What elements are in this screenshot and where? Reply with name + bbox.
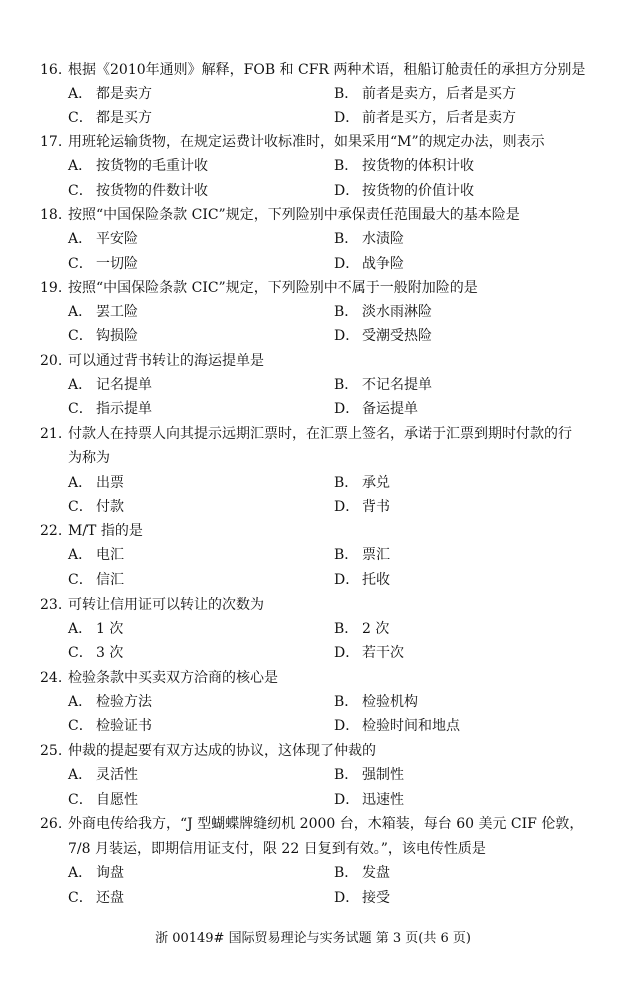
option-a [68, 304, 138, 320]
option-letter: D． [334, 401, 360, 417]
option-text: 受潮受热险 [362, 328, 432, 344]
option-b [334, 547, 390, 563]
option-text: 接受 [362, 890, 390, 906]
question-stem [40, 280, 615, 296]
question-text: 付款人在持票人向其提示远期汇票时，在汇票上签名，承诺于汇票到期时付款的行 [68, 426, 572, 442]
option-text: 电汇 [96, 547, 124, 563]
option-text: 出票 [96, 475, 124, 491]
question-number: 26. [40, 816, 63, 832]
option-d [334, 401, 418, 417]
option-text: 检验时间和地点 [362, 718, 460, 734]
question-stem [40, 816, 615, 832]
option-letter: C． [68, 645, 93, 661]
option-b [334, 475, 390, 491]
option-text: 1 次 [96, 621, 124, 637]
option-letter: A． [68, 158, 93, 174]
option-b [334, 767, 404, 783]
option-c [68, 256, 138, 272]
option-text: 承兑 [362, 475, 390, 491]
option-c [68, 328, 138, 344]
option-a [68, 767, 138, 783]
option-letter: A． [68, 86, 93, 102]
question-stem [40, 134, 615, 150]
option-text: 前者是买方，后者是卖方 [362, 110, 516, 126]
option-a [68, 475, 124, 491]
option-letter: A． [68, 231, 93, 247]
option-text: 水渍险 [362, 231, 404, 247]
option-a [68, 694, 152, 710]
question-number: 23. [40, 597, 63, 613]
option-text: 不记名提单 [362, 377, 432, 393]
option-d [334, 499, 390, 515]
option-text: 淡水雨淋险 [362, 304, 432, 320]
option-a [68, 86, 152, 102]
option-text: 付款 [96, 499, 124, 515]
option-text: 3 次 [96, 645, 124, 661]
option-letter: A． [68, 304, 93, 320]
option-c [68, 645, 123, 661]
option-letter: C． [68, 183, 93, 199]
option-d [334, 572, 390, 588]
option-letter: C． [68, 792, 93, 808]
option-a [68, 231, 138, 247]
option-b [334, 865, 390, 881]
option-text: 一切险 [96, 256, 138, 272]
option-letter: C． [68, 328, 93, 344]
option-d [334, 718, 460, 734]
option-letter: A． [68, 694, 93, 710]
option-b [334, 377, 432, 393]
option-text: 检验方法 [96, 694, 152, 710]
option-letter: D． [334, 645, 360, 661]
question-stem [40, 523, 615, 539]
question-number: 24. [40, 670, 63, 686]
option-letter: C． [68, 572, 93, 588]
option-text: 检验证书 [96, 718, 152, 734]
option-text: 背书 [362, 499, 390, 515]
question-stem [40, 353, 615, 369]
option-letter: B． [334, 694, 359, 710]
option-letter: B． [334, 865, 359, 881]
option-letter: B． [334, 158, 359, 174]
option-text: 灵活性 [96, 767, 138, 783]
option-text: 发盘 [362, 865, 390, 881]
option-text: 按货物的毛重计收 [96, 158, 208, 174]
option-c [68, 110, 152, 126]
option-letter: D． [334, 572, 360, 588]
option-letter: A． [68, 621, 93, 637]
option-letter: B． [334, 86, 359, 102]
question-number: 18. [40, 207, 63, 223]
option-letter: A． [68, 767, 93, 783]
option-letter: D． [334, 110, 360, 126]
question-number: 25. [40, 743, 63, 759]
option-text: 指示提单 [96, 401, 152, 417]
option-text: 2 次 [362, 621, 390, 637]
option-letter: B． [334, 547, 359, 563]
option-b [334, 304, 432, 320]
question-number: 17. [40, 134, 63, 150]
question-stem [40, 62, 615, 78]
question-stem [40, 670, 615, 686]
option-a [68, 158, 208, 174]
option-c [68, 890, 124, 906]
question-text-continued: 为称为 [68, 450, 110, 466]
option-text: 票汇 [362, 547, 390, 563]
option-letter: A． [68, 377, 93, 393]
option-letter: A． [68, 865, 93, 881]
option-text: 检验机构 [362, 694, 418, 710]
option-text: 前者是卖方，后者是买方 [362, 86, 516, 102]
option-c [68, 499, 124, 515]
question-stem [40, 207, 615, 223]
option-letter: D． [334, 328, 360, 344]
option-c [68, 572, 124, 588]
option-text: 信汇 [96, 572, 124, 588]
option-letter: D． [334, 718, 360, 734]
option-d [334, 256, 404, 272]
option-d [334, 110, 516, 126]
option-d [334, 645, 404, 661]
option-c [68, 183, 208, 199]
option-text: 托收 [362, 572, 390, 588]
question-stem [40, 426, 615, 442]
option-d [334, 183, 474, 199]
option-letter: B． [334, 231, 359, 247]
option-text: 若干次 [362, 645, 404, 661]
option-text: 按货物的价值计收 [362, 183, 474, 199]
option-letter: B． [334, 475, 359, 491]
option-letter: C． [68, 890, 93, 906]
question-number: 22. [40, 523, 63, 539]
option-letter: D． [334, 499, 360, 515]
question-number: 16. [40, 62, 63, 78]
option-letter: C． [68, 718, 93, 734]
option-letter: D． [334, 183, 360, 199]
question-text: 可以通过背书转让的海运提单是 [68, 353, 264, 369]
question-text: 可转让信用证可以转让的次数为 [68, 597, 264, 613]
question-stem [40, 743, 615, 759]
option-letter: B． [334, 304, 359, 320]
option-letter: C． [68, 401, 93, 417]
option-text: 记名提单 [96, 377, 152, 393]
option-text: 钩损险 [96, 328, 138, 344]
option-text: 平安险 [96, 231, 138, 247]
option-text: 迅速性 [362, 792, 404, 808]
option-a [68, 865, 124, 881]
question-number: 21. [40, 426, 63, 442]
option-text: 还盘 [96, 890, 124, 906]
option-text: 都是卖方 [96, 86, 152, 102]
question-text: 外商电传给我方，“J 型蝴蝶牌缝纫机 2000 台，木箱装，每台 60 美元 CIF 伦敦， [68, 816, 584, 832]
question-text: 检验条款中买卖双方洽商的核心是 [68, 670, 278, 686]
question-text: 按照“中国保险条款 CIC”规定，下列险别中承保责任范围最大的基本险是 [68, 207, 520, 223]
question-number: 20. [40, 353, 63, 369]
option-text: 按货物的件数计收 [96, 183, 208, 199]
option-b [334, 621, 389, 637]
option-letter: B． [334, 377, 359, 393]
question-text: 仲裁的提起要有双方达成的协议，这体现了仲裁的 [68, 743, 376, 759]
option-letter: D． [334, 256, 360, 272]
option-c [68, 718, 152, 734]
option-d [334, 792, 404, 808]
option-letter: A． [68, 547, 93, 563]
option-text: 强制性 [362, 767, 404, 783]
option-letter: C． [68, 499, 93, 515]
question-text-continued: 7/8 月装运，即期信用证支付，限 22 日复到有效。”，该电传性质是 [68, 841, 486, 857]
option-text: 自愿性 [96, 792, 138, 808]
option-letter: A． [68, 475, 93, 491]
option-a [68, 377, 152, 393]
option-d [334, 890, 390, 906]
option-letter: D． [334, 890, 360, 906]
option-text: 询盘 [96, 865, 124, 881]
question-text: 按照“中国保险条款 CIC”规定，下列险别中不属于一般附加险的是 [68, 280, 478, 296]
option-c [68, 792, 138, 808]
option-text: 备运提单 [362, 401, 418, 417]
option-d [334, 328, 432, 344]
question-text: 根据《2010年通则》解释，FOB 和 CFR 两种术语，租船订舱责任的承担方分别是 [68, 62, 586, 78]
option-letter: B． [334, 621, 359, 637]
question-text: M/T 指的是 [68, 523, 143, 539]
option-b [334, 694, 418, 710]
option-text: 战争险 [362, 256, 404, 272]
question-stem [40, 597, 615, 613]
option-letter: D． [334, 792, 360, 808]
page-footer: 浙 00149# 国际贸易理论与实务试题 第 3 页(共 6 页) [155, 931, 471, 946]
option-a [68, 621, 123, 637]
option-a [68, 547, 124, 563]
option-c [68, 401, 152, 417]
option-letter: C． [68, 110, 93, 126]
option-b [334, 86, 516, 102]
option-letter: B． [334, 767, 359, 783]
option-text: 按货物的体积计收 [362, 158, 474, 174]
option-b [334, 231, 404, 247]
option-b [334, 158, 474, 174]
question-number: 19. [40, 280, 63, 296]
question-text: 用班轮运输货物，在规定运费计收标准时，如果采用“M”的规定办法，则表示 [68, 134, 545, 150]
option-letter: C． [68, 256, 93, 272]
option-text: 都是买方 [96, 110, 152, 126]
option-text: 罢工险 [96, 304, 138, 320]
